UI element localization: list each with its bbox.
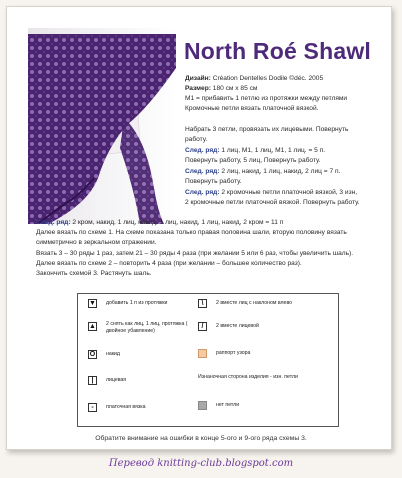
- knit-symbol: |: [88, 376, 97, 385]
- garter-symbol: -: [88, 403, 97, 412]
- row-label: След. ряд:: [185, 168, 220, 175]
- errata-note: Обратите внимание на ошибки в конце 5-ого и 9-ого ряда схемы 3.: [95, 435, 307, 442]
- legend-label: 2 снять как лиц, 1 лиц, протяжка ( двойное убавление): [106, 321, 188, 334]
- translator-signature: Перевод knitting-club.blogspot.com: [108, 458, 294, 469]
- design-line: [185, 74, 323, 84]
- no-stitch-swatch: [198, 401, 207, 410]
- row-label: След. ряд:: [185, 189, 220, 196]
- size-line: [185, 84, 257, 94]
- row-text: 2 лиц, накид, 1 лиц, накид, 2 лиц = 7 п.: [221, 168, 341, 175]
- bottom-row: [36, 218, 283, 228]
- row-line: [185, 156, 320, 166]
- k2tog-left-symbol: \: [198, 299, 207, 308]
- instruction-line: Закончить схемой 3. Растянуть шаль.: [36, 270, 152, 277]
- pattern-title: North Roé Shawl: [184, 38, 372, 64]
- design-value: Création Dentelles Dodile ©déc. 2005: [212, 75, 324, 82]
- instruction-line: симметрично в зеркальном отражении.: [36, 239, 157, 246]
- instruction-line: Далее вязать по схеме 2 – повторить 4 раза (при желании – большее количество раз).: [36, 260, 302, 267]
- row-line: [185, 198, 360, 208]
- inc-symbol: ▼: [89, 300, 96, 307]
- row-text: Повернуть работу, 5 лиц, Повернуть работу.: [185, 157, 321, 164]
- cast-on-line-2: работу.: [185, 136, 208, 143]
- instruction-line: Далее вязать по схеме 1. На схеме показана только правая половина шали, вторую половину вязать: [36, 229, 347, 236]
- legend-label: накид: [106, 351, 120, 357]
- row-line: [185, 177, 242, 187]
- m1-definition: M1 = прибавить 1 петлю из протяжки между петлями: [185, 95, 348, 102]
- k2tog-symbol: /: [198, 322, 207, 331]
- yarn-over-symbol: O: [89, 351, 96, 358]
- legend-label: добавить 1 п из протяжки: [106, 300, 168, 306]
- size-value: 180 см x 85 см: [212, 85, 258, 92]
- shawl-photo: [28, 28, 176, 224]
- row-text: 1 лиц, М1, 1 лиц, М1, 1 лиц. = 5 п.: [221, 147, 326, 154]
- legend-label: нет петли: [216, 402, 240, 408]
- cast-on-line-1: Набрать 3 петли, провязать их лицевыми. Повернуть: [185, 126, 349, 133]
- row-line: [185, 188, 357, 198]
- legend-label: 2 вместе лицевой: [216, 323, 259, 329]
- double-dec-symbol: ▲: [89, 323, 96, 330]
- row-label: След. ряд:: [36, 219, 71, 226]
- repeat-swatch: [198, 349, 207, 358]
- row-text: 2 кром, накид, 1 лиц, накид, 1 лиц, накид, 1 лиц, накид, 2 кром = 11 п: [72, 219, 284, 226]
- row-line: [185, 146, 325, 156]
- legend-label: 2 вместе лиц с наклоном влево: [216, 300, 293, 306]
- shawl-illustration: [28, 28, 176, 224]
- legend-label: Изнаночная сторона изделия - изн. петли: [198, 374, 298, 380]
- row-label: След. ряд:: [185, 147, 220, 154]
- row-text: 2 кромочные петли платочной вязкой, 3 изн,: [221, 189, 358, 196]
- design-label: Дизайн:: [185, 75, 211, 82]
- row-text: 2 кромочные петли платочной вязкой. Повернуть работу.: [185, 199, 360, 206]
- instruction-line: Вязать 3 – 30 ряды 1 раз, затем 21 – 30 ряды 4 раза (при желании 5 или 6 раз, чтобы увеличить шаль).: [36, 250, 354, 257]
- row-line: [185, 167, 340, 177]
- legend-label: лицевая: [106, 377, 127, 383]
- size-label: Размер:: [185, 85, 211, 92]
- edge-note: Кромочные петли вязать платочной вязкой.: [185, 105, 319, 112]
- legend-label: платочная вязка: [106, 404, 146, 410]
- row-text: Повернуть работу.: [185, 178, 242, 185]
- symbol-legend: [77, 293, 339, 427]
- legend-label: раппорт узора: [216, 350, 251, 356]
